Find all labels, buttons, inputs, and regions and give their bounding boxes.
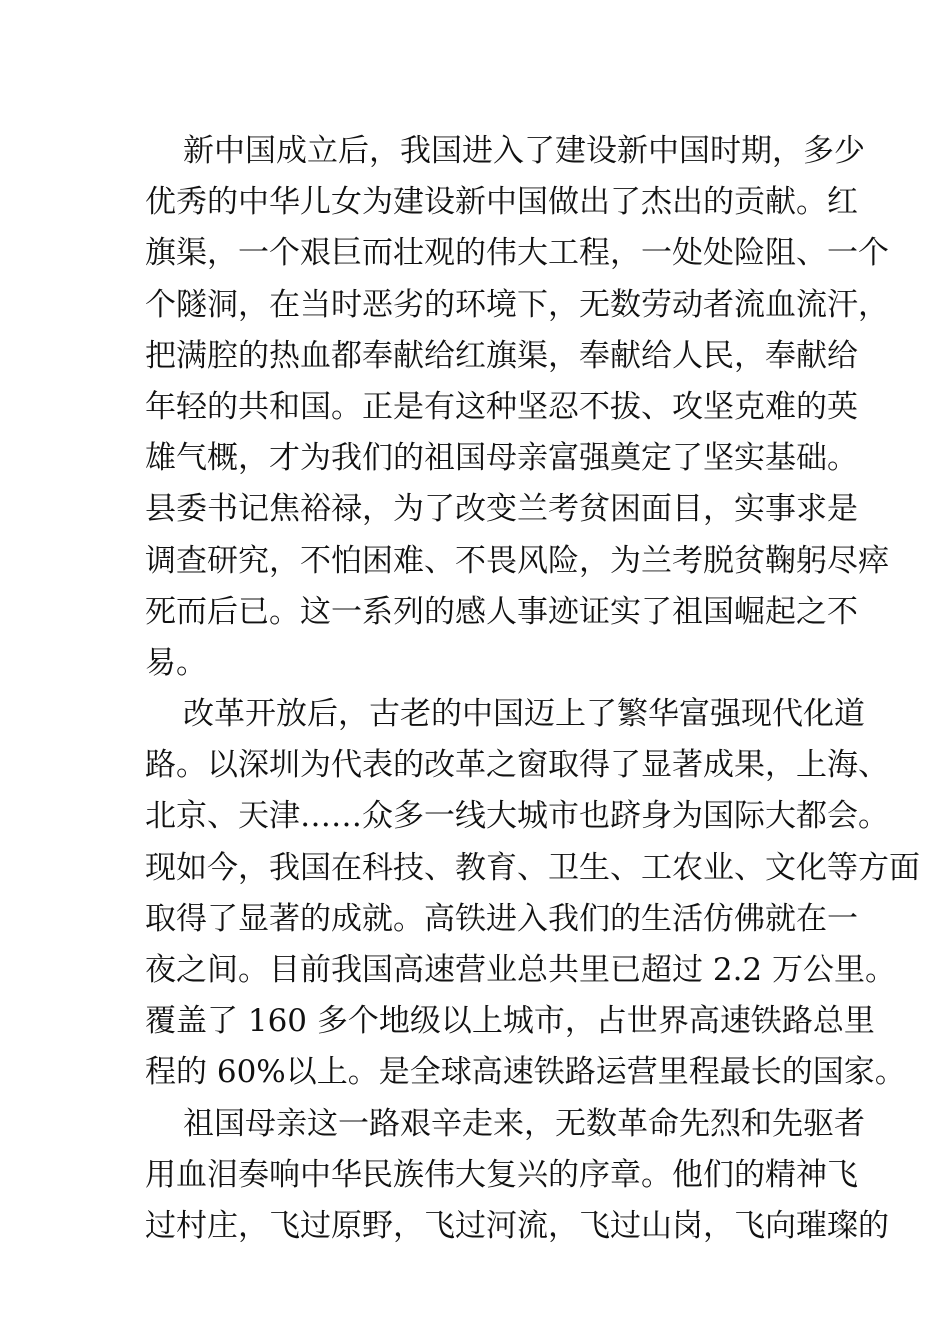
text-line: 北京、天津……众多一线大城市也跻身为国际大都会。 bbox=[145, 798, 889, 835]
text-line: 现如今，我国在科技、教育、卫生、工农业、文化等方面 bbox=[145, 849, 920, 886]
text-line: 旗渠，一个艰巨而壮观的伟大工程，一处处险阻、一个 bbox=[145, 235, 889, 272]
text-line: 把满腔的热血都奉献给红旗渠，奉献给人民，奉献给 bbox=[145, 337, 858, 374]
text-line: 路。以深圳为代表的改革之窗取得了显著成果，上海、 bbox=[145, 747, 889, 784]
text-line: 祖国母亲这一路艰辛走来，无数革命先烈和先驱者 bbox=[183, 1105, 865, 1142]
text-line: 改革开放后，古老的中国迈上了繁华富强现代化道 bbox=[183, 696, 865, 733]
paragraph-2 bbox=[145, 689, 920, 1099]
text-line: 年轻的共和国。正是有这种坚忍不拔、攻坚克难的英 bbox=[145, 388, 858, 425]
text-line: 优秀的中华儿女为建设新中国做出了杰出的贡献。红 bbox=[145, 184, 858, 221]
text-line: 易。 bbox=[145, 644, 207, 681]
document-body bbox=[145, 126, 920, 1252]
text-line: 程的 60%以上。是全球高速铁路运营里程最长的国家。 bbox=[145, 1054, 906, 1091]
text-line: 过村庄，飞过原野，飞过河流，飞过山岗，飞向璀璨的 bbox=[145, 1207, 889, 1244]
text-line: 个隧洞，在当时恶劣的环境下，无数劳动者流血流汗， bbox=[145, 286, 889, 323]
paragraph-3 bbox=[145, 1099, 889, 1253]
text-line: 覆盖了 160 多个地级以上城市，占世界高速铁路总里 bbox=[145, 1003, 875, 1040]
text-line: 取得了显著的成就。高铁进入我们的生活仿佛就在一 bbox=[145, 900, 858, 937]
text-line: 雄气概，才为我们的祖国母亲富强奠定了坚实基础。 bbox=[145, 440, 858, 477]
paragraph-1 bbox=[145, 126, 889, 689]
text-line: 死而后已。这一系列的感人事迹证实了祖国崛起之不 bbox=[145, 593, 858, 630]
text-line: 县委书记焦裕禄，为了改变兰考贫困面目，实事求是 bbox=[145, 491, 858, 528]
text-line: 夜之间。目前我国高速营业总共里已超过 2.2 万公里。 bbox=[145, 952, 897, 988]
text-line: 调查研究，不怕困难、不畏风险，为兰考脱贫鞠躬尽瘁 bbox=[145, 542, 889, 579]
text-line: 用血泪奏响中华民族伟大复兴的序章。他们的精神飞 bbox=[145, 1156, 858, 1193]
text-line: 新中国成立后，我国进入了建设新中国时期，多少 bbox=[183, 133, 865, 169]
